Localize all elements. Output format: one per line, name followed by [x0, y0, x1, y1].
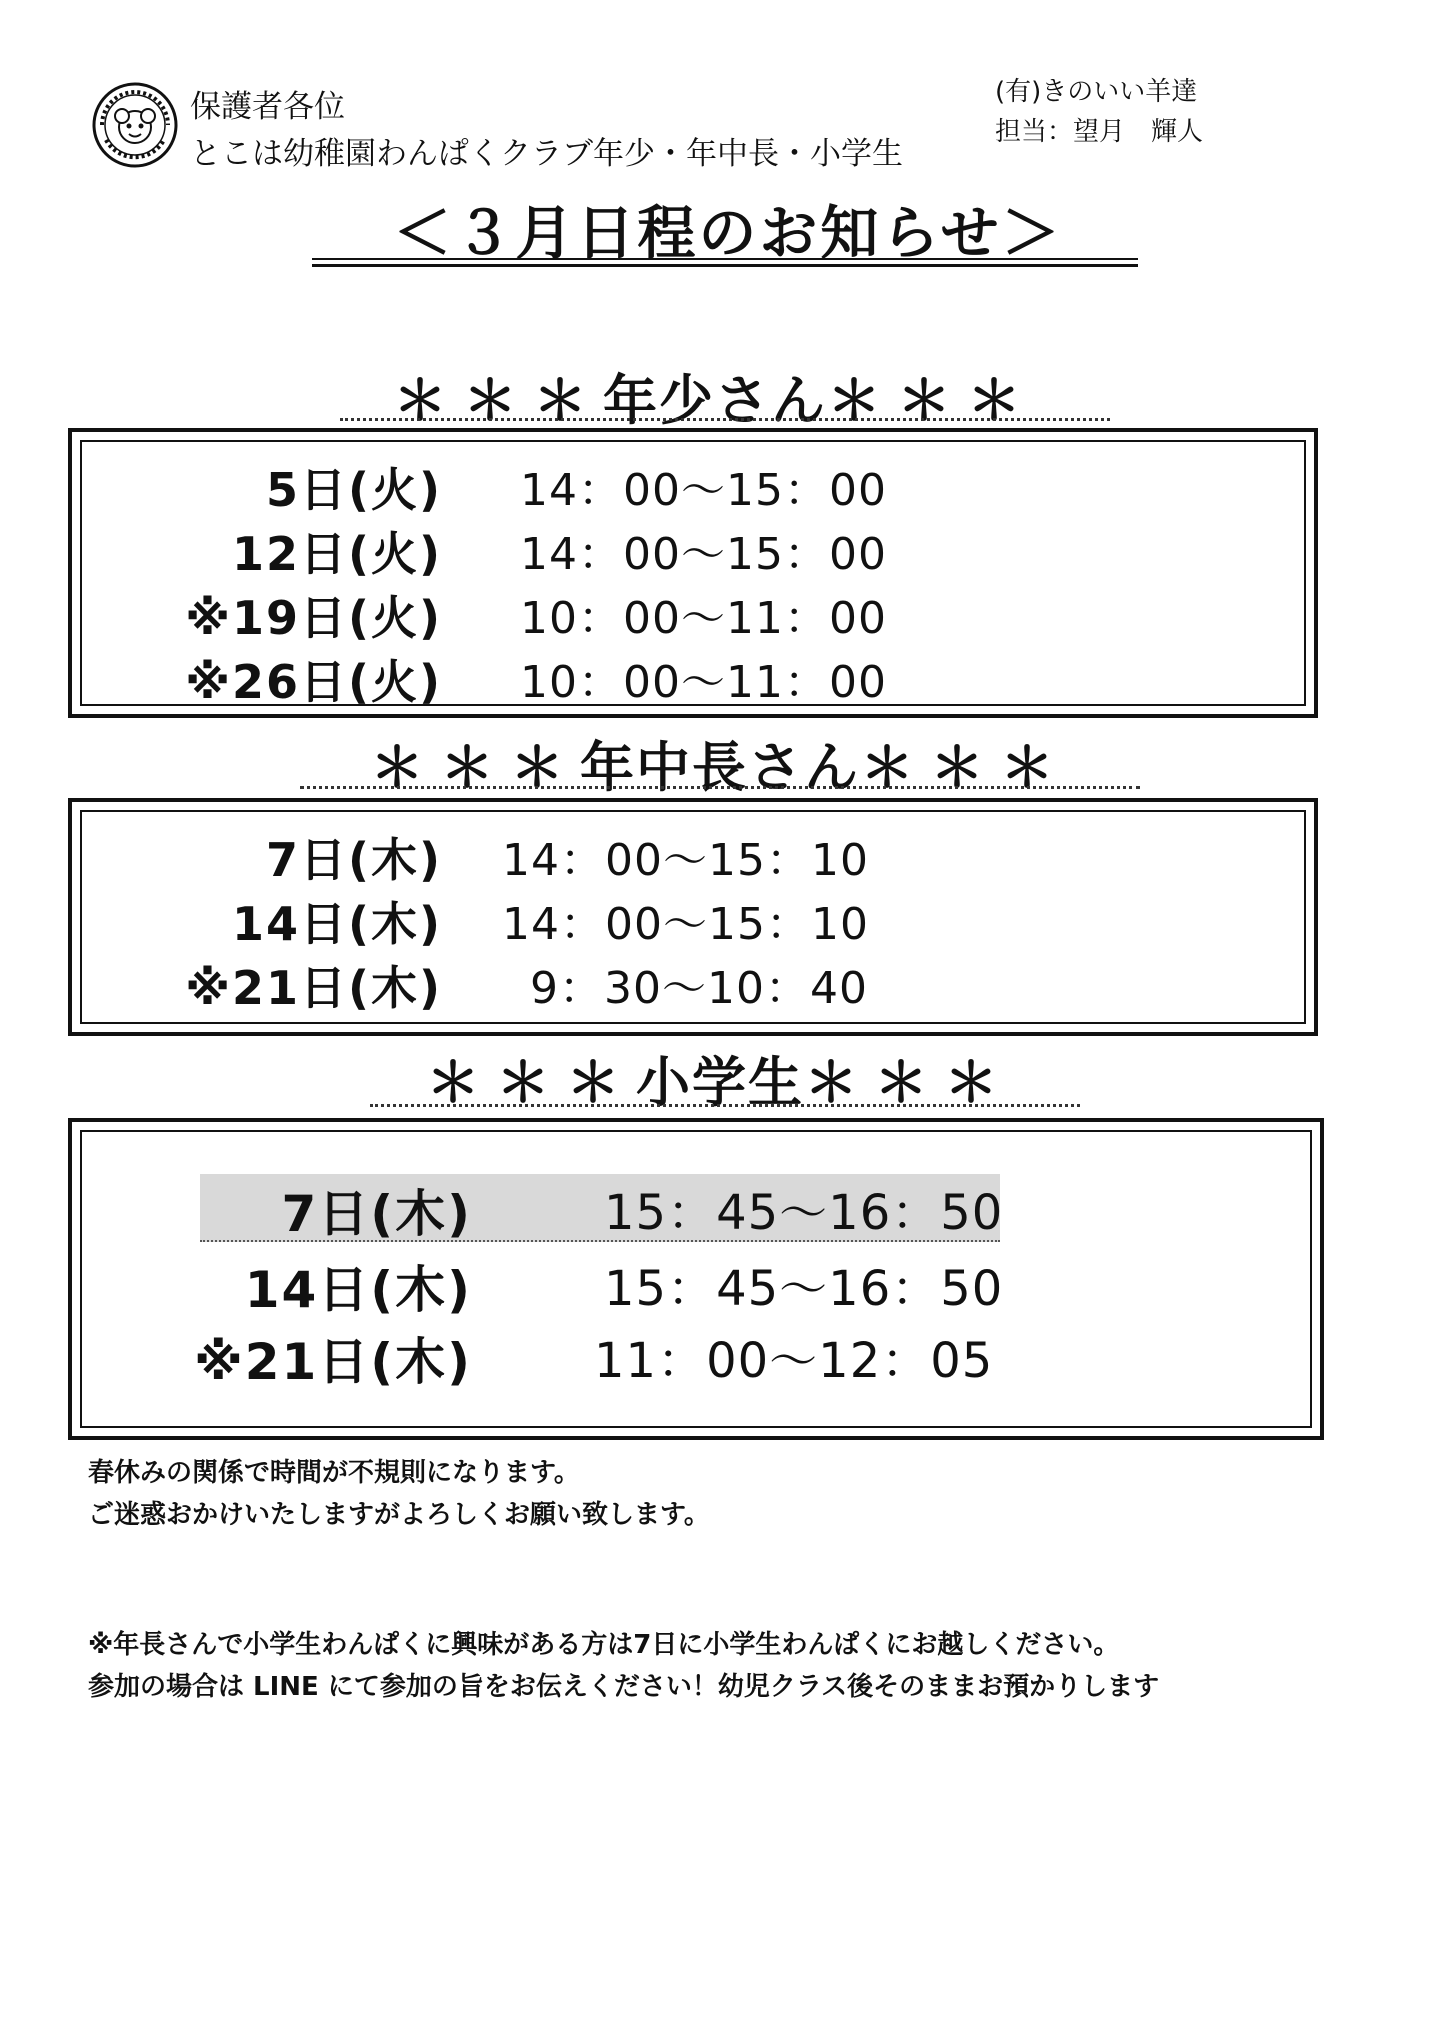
schedule-time: 10：00～11：00: [520, 593, 887, 644]
section-underline: [370, 1104, 1080, 1107]
schedule-time: 11：00～12：05: [594, 1333, 994, 1389]
recipients: [190, 84, 903, 178]
section-name: 小学生: [636, 1051, 804, 1114]
company-name: (有)きのいい羊達: [995, 77, 1198, 107]
sheep-logo-icon: [92, 82, 178, 168]
schedule-row: [72, 824, 1314, 887]
contact-person: 担当：望月 輝人: [995, 117, 1204, 147]
schedule-date: 5日(火): [265, 463, 442, 517]
schedule-date: 7日(木): [265, 833, 442, 887]
section-name: 年中長さん: [580, 736, 860, 799]
stars-left: ＊＊＊: [393, 369, 603, 432]
schedule-row: [72, 1250, 1320, 1319]
section-underline: [340, 418, 1110, 421]
schedule-row: [72, 582, 1314, 645]
schedule-date: 14日(木): [244, 1261, 472, 1319]
schedule-time: 9：30～10：40: [530, 963, 868, 1014]
company-logo: [92, 82, 178, 168]
note-line-4: 参加の場合は LINE にて参加の旨をお伝えください！幼児クラス後そのままお預かりします: [88, 1672, 1160, 1702]
schedule-time: 15：45～16：50: [604, 1185, 1004, 1241]
schedule-time: 14：00～15：10: [502, 835, 869, 886]
stars-right: ＊＊＊: [860, 736, 1070, 799]
stars-right: ＊＊＊: [804, 1051, 1014, 1114]
highlighted-row-background: [200, 1174, 1000, 1242]
title-underline: [312, 258, 1138, 260]
schedule-box-nensho: [68, 428, 1318, 718]
recipient-line-1: 保護者各位: [190, 89, 345, 125]
section-heading-nensho: [330, 358, 1100, 435]
schedule-row: [72, 646, 1314, 709]
company-info: [995, 72, 1203, 152]
schedule-date: ※26日(火): [185, 655, 442, 709]
schedule-time: 14：00～15：10: [502, 899, 869, 950]
page-title: ＜３月日程のお知らせ＞: [393, 199, 1063, 267]
stars-left: ＊＊＊: [426, 1051, 636, 1114]
note-line-3: ※年長さんで小学生わんぱくに興味がある方は7日に小学生わんぱくにお越しください。: [88, 1630, 1120, 1660]
title-underline-double: [312, 264, 1138, 267]
schedule-row: [72, 1174, 1320, 1243]
schedule-row: [72, 1322, 1320, 1391]
schedule-date: 14日(木): [231, 897, 442, 951]
schedule-time: 14：00～15：00: [520, 529, 887, 580]
note-line-1: 春休みの関係で時間が不規則になります。: [88, 1458, 580, 1488]
stars-left: ＊＊＊: [370, 736, 580, 799]
recipient-line-2: とこは幼稚園わんぱくクラブ年少・年中長・小学生: [190, 136, 903, 172]
schedule-time: 15：45～16：50: [604, 1261, 1004, 1317]
section-heading-nenchucho: [300, 725, 1140, 802]
note-line-2: ご迷惑おかけいたしますがよろしくお願い致します。: [88, 1500, 710, 1530]
schedule-time: 10：00～11：00: [520, 657, 887, 708]
stars-right: ＊＊＊: [827, 369, 1037, 432]
section-underline: [300, 786, 1140, 789]
schedule-date: 7日(木): [281, 1185, 472, 1243]
schedule-row: [72, 518, 1314, 581]
schedule-box-nenchucho: [68, 798, 1318, 1036]
schedule-box-shogakusei: [68, 1118, 1324, 1440]
schedule-date: ※21日(木): [185, 961, 442, 1015]
schedule-row: [72, 888, 1314, 951]
schedule-date: ※21日(木): [194, 1333, 472, 1391]
schedule-date: 12日(火): [231, 527, 442, 581]
schedule-date: ※19日(火): [185, 591, 442, 645]
section-name: 年少さん: [603, 369, 827, 432]
schedule-time: 14：00～15：00: [520, 465, 887, 516]
schedule-row: [72, 454, 1314, 517]
schedule-row: [72, 952, 1314, 1015]
